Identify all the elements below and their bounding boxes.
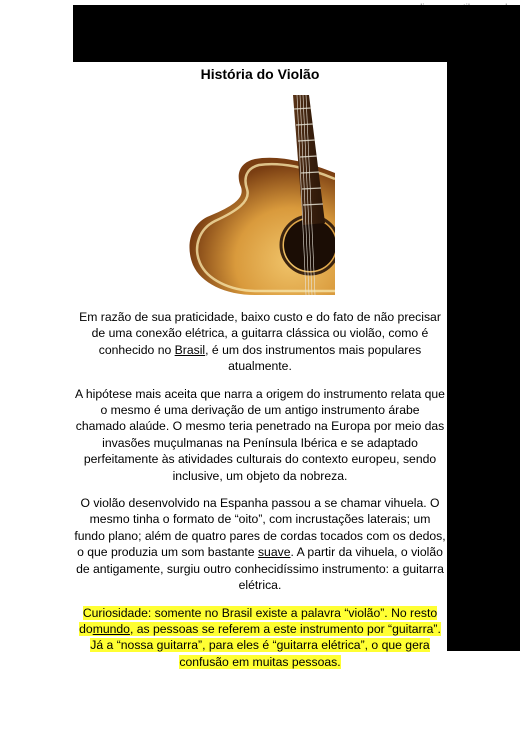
page-title: História do Violão [200, 66, 320, 82]
paragraph-intro-text: Em razão de sua praticidade, baixo custo e do fato de não precisar de uma conexão elétrica, a guitarra clássica ou violão, como é conhecido no [79, 310, 441, 357]
paragraph-intro [73, 309, 447, 375]
curiosity-text: Curiosidade: somente no Brasil existe a palavra “violão”. No resto do [79, 605, 438, 636]
paragraph-intro-text-end: , é um dos instrumentos mais populares atualmente. [205, 342, 422, 374]
suave-link[interactable]: suave [257, 545, 291, 560]
guitar-photo [185, 95, 335, 295]
paragraph-curiosity [73, 605, 447, 671]
document-page [73, 62, 447, 670]
paragraph-origin: A hipótese mais aceita que narra a origem do instrumento relata que o mesmo é uma derivação de um antigo instrumento árabe chamado alaúde. O mesmo teria penetrado na Europa por meio das invasões muçulmanas na Península Ibérica e se adaptado perfeitamente às atividades culturais do contexto europeu, sendo inclusive, um objeto da nobreza. [75, 386, 445, 483]
paragraph-vihuela [73, 495, 447, 593]
paragraph-vihuela-text-end: . A partir da vihuela, o violão de antigamente, surgiu outro conhecidíssimo instrumento: a guitarra elétrica. [76, 545, 444, 593]
top-black-bar [73, 5, 447, 62]
mundo-link[interactable]: mundo [92, 621, 130, 636]
curiosity-text-end: , as pessoas se referem a este instrumento por “guitarra”. Já a “nossa guitarra”, para eles é “guitarra elétrica”, o que gera confusão em muitas pessoas. [90, 621, 441, 669]
brasil-link[interactable]: Brasil [174, 342, 206, 357]
paragraph-vihuela-text: O violão desenvolvido na Espanha passou a se chamar vihuela. O mesmo tinha o formato de “oito”, com incrustações laterais; um fundo plano; além de quatro pares de cordas tocados com os dedos, o que produzia um som bastante [74, 496, 446, 560]
right-black-bar [447, 5, 520, 651]
